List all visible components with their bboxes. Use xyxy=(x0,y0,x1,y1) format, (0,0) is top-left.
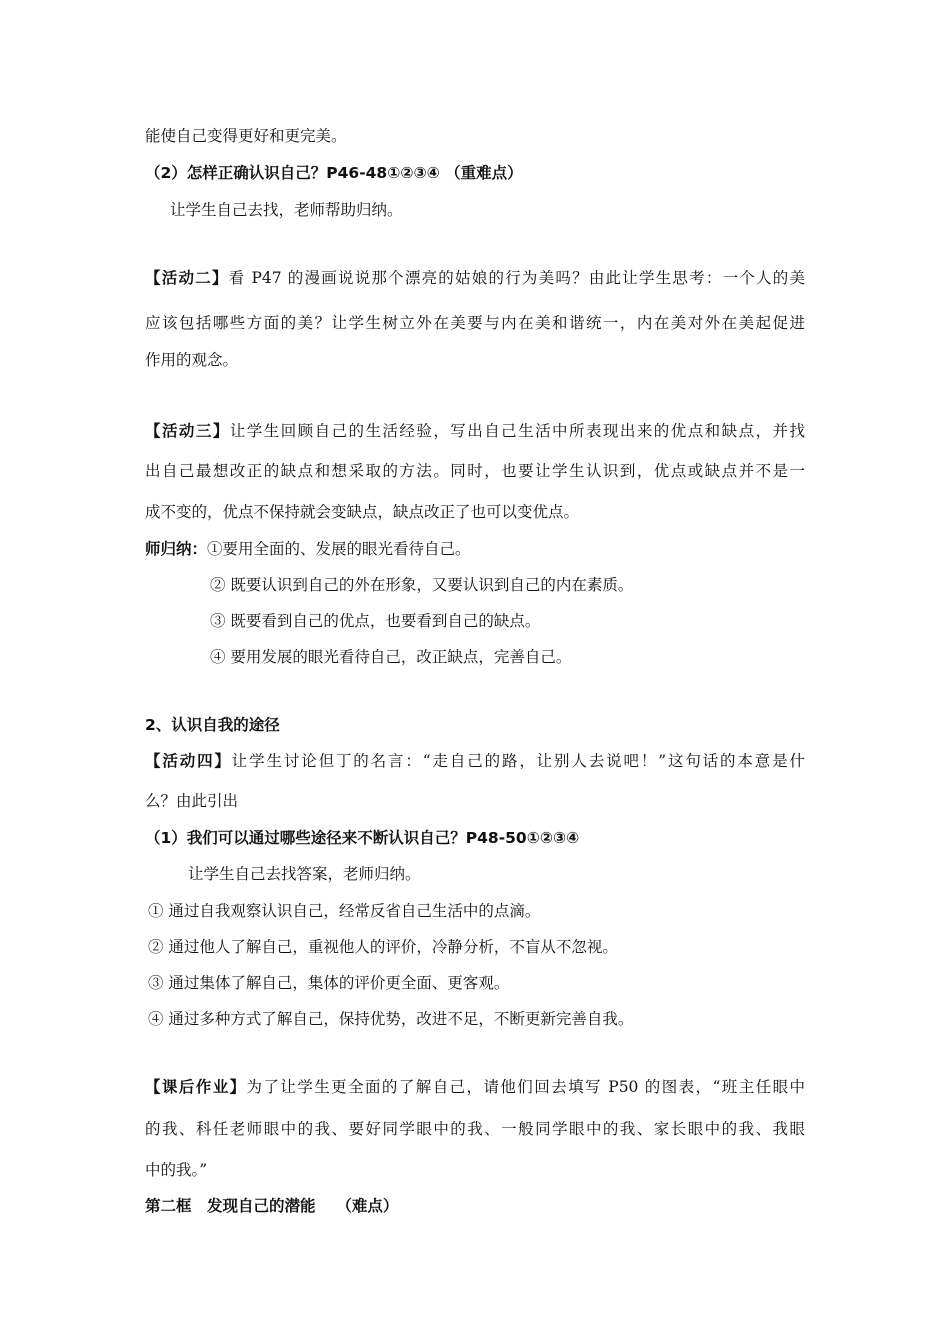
text-span: 看 P47 的漫画说说那个漂亮的姑娘的行为美吗？由此让学生思考：一个人的美 xyxy=(228,269,805,287)
text-line: 成不变的，优点不保持就会变缺点，缺点改正了也可以变优点。 xyxy=(145,503,580,521)
activity-label: 【活动二】 xyxy=(145,269,229,287)
summary-item: ④ 要用发展的眼光看待自己，改正缺点，完善自己。 xyxy=(210,648,572,666)
question-heading: （2）怎样正确认识自己？P46-48①②③④ （重难点） xyxy=(145,164,523,182)
text-line: 让学生自己去找答案，老师归纳。 xyxy=(188,865,421,883)
homework-paragraph xyxy=(145,1077,805,1097)
text-line: 应该包括哪些方面的美？让学生树立外在美要与内在美和谐统一，内在美对外在美起促进 xyxy=(145,314,805,332)
text-span: 让学生回顾自己的生活经验，写出自己生活中所表现出来的优点和缺点，并找 xyxy=(229,422,805,440)
activity-label: 【活动三】 xyxy=(145,422,230,440)
homework-label: 【课后作业】 xyxy=(145,1078,247,1096)
summary-label: 师归纳： xyxy=(145,540,208,558)
text-line: 出自己最想改正的缺点和想采取的方法。同时，也要让学生认识到，优点或缺点并不是一 xyxy=(145,462,805,480)
activity-three-paragraph xyxy=(145,421,805,441)
text-span: 为了让学生更全面的了解自己，请他们回去填写 P50 的图表，“班主任眼中 xyxy=(246,1078,805,1096)
question-heading: （1）我们可以通过哪些途径来不断认识自己？P48-50①②③④ xyxy=(145,829,580,847)
text-span: 让学生讨论但丁的名言：“走自己的路，让别人去说吧！”这句话的本意是什 xyxy=(231,752,805,770)
activity-two-paragraph xyxy=(145,268,805,288)
frame-heading: 第二框 发现自己的潜能 （难点） xyxy=(145,1197,399,1215)
way-item: ① 通过自我观察认识自己，经常反省自己生活中的点滴。 xyxy=(148,902,541,920)
text-line: 作用的观念。 xyxy=(145,351,239,369)
activity-label: 【活动四】 xyxy=(145,752,232,770)
summary-item: ③ 既要看到自己的优点，也要看到自己的缺点。 xyxy=(210,612,541,630)
text-line: 么？由此引出 xyxy=(145,792,239,810)
text-line: 让学生自己去找，老师帮助归纳。 xyxy=(170,201,403,219)
section-heading: 2、认识自我的途径 xyxy=(145,716,280,734)
text-line: 的我、科任老师眼中的我、要好同学眼中的我、一般同学眼中的我、家长眼中的我、我眼 xyxy=(145,1120,805,1138)
text-span: ①要用全面的、发展的眼光看待自己。 xyxy=(207,540,471,558)
activity-four-paragraph xyxy=(145,751,805,771)
text-line: 中的我。” xyxy=(145,1161,208,1179)
summary-item: ② 既要认识到自己的外在形象，又要认识到自己的内在素质。 xyxy=(210,576,634,594)
way-item: ③ 通过集体了解自己，集体的评价更全面、更客观。 xyxy=(148,974,510,992)
summary-line xyxy=(145,539,471,559)
text-line: 能使自己变得更好和更完美。 xyxy=(145,127,347,145)
way-item: ② 通过他人了解自己，重视他人的评价，冷静分析，不盲从不忽视。 xyxy=(148,938,618,956)
way-item: ④ 通过多种方式了解自己，保持优势，改进不足，不断更新完善自我。 xyxy=(148,1010,634,1028)
